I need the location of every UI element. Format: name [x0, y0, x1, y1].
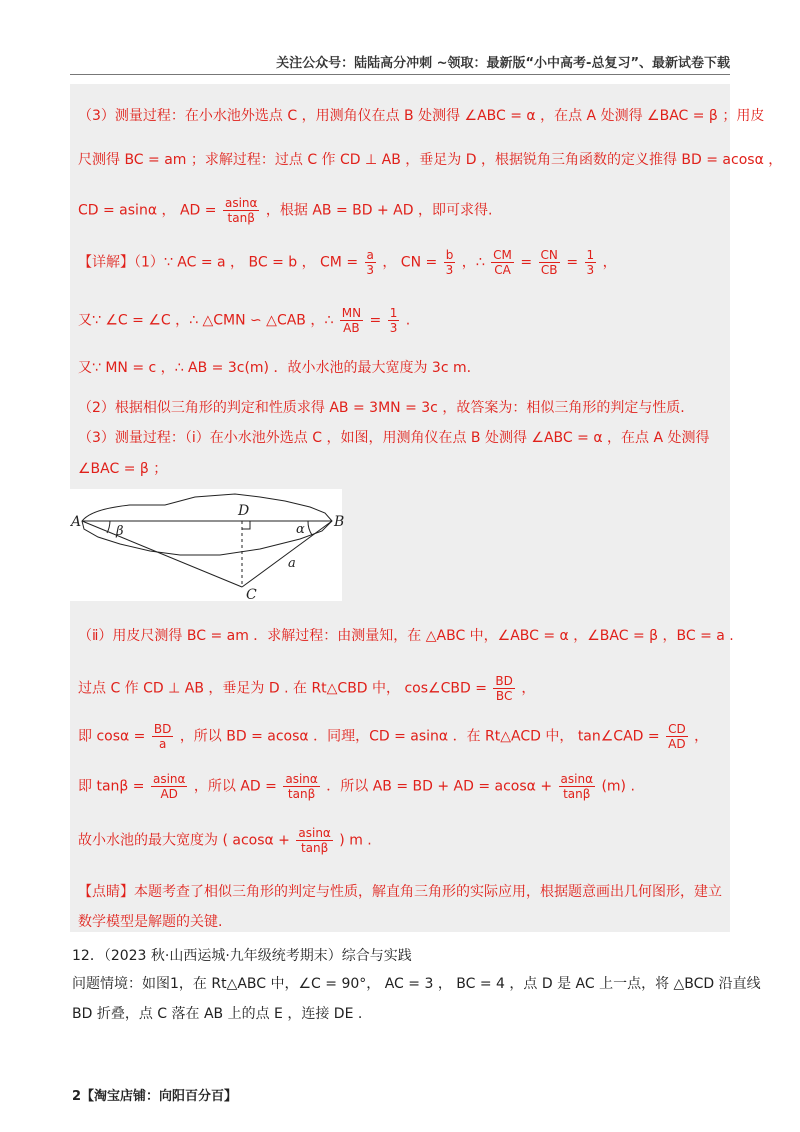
text-seg: =	[520, 254, 533, 271]
text-seg: ， CN =	[382, 254, 438, 271]
numerator: asinα	[224, 196, 258, 210]
numerator: CN	[540, 248, 558, 262]
denominator: CB	[540, 263, 558, 277]
numerator: asinα	[298, 826, 331, 840]
solution-line-10: （ⅱ）用皮尺测得 BC = am ．求解过程：由测量知，在 △ABC 中，∠ABC = α ，∠BAC = β ，BC = a .	[78, 628, 734, 644]
fraction	[539, 248, 560, 277]
numerator: BD	[153, 722, 172, 736]
text-seg: =	[369, 312, 382, 329]
text-seg: ，	[521, 680, 536, 697]
label-C: C	[246, 587, 257, 603]
denominator: tanβ	[227, 211, 255, 225]
solution-line-13	[78, 772, 635, 801]
problem-12-title: 12．（2023 秋·山西运城·九年级统考期末）综合与实践	[72, 948, 412, 964]
solution-line-5	[78, 306, 410, 335]
solution-line-1: （3）测量过程：在小水池外选点 C ，用测角仪在点 B 处测得 ∠ABC = α ，在点 A 处测得 ∠BAC = β ；用皮	[78, 108, 765, 124]
fraction	[365, 248, 376, 277]
angle-beta-arc	[107, 521, 110, 533]
denominator: tanβ	[287, 787, 316, 801]
numerator: CD	[668, 722, 686, 736]
right-angle-mark	[242, 521, 250, 529]
text-seg: ，∴	[461, 254, 485, 271]
solution-line-6: 又∵ MN = c ，∴ AB = 3c(m) ．故小水池的最大宽度为 3c m.	[78, 360, 472, 376]
solution-line-16: 数学模型是解题的关键.	[78, 914, 223, 930]
text-seg: .	[405, 312, 411, 329]
text-seg: 【详解】（1）∵ AC = a ， BC = b ， CM =	[78, 254, 359, 271]
denominator: tanβ	[300, 841, 329, 855]
text-seg: ，所以 BD = acosα ．同理，CD = asinα ．在 Rt△ACD 中， tan∠CAD =	[179, 728, 660, 745]
denominator: AD	[160, 787, 178, 801]
fraction	[559, 772, 595, 801]
text-seg: AD =	[179, 202, 217, 219]
numerator: 1	[389, 306, 398, 320]
header-divider	[70, 74, 730, 75]
solution-line-9: ∠BAC = β ；	[78, 461, 168, 477]
numerator: CM	[493, 248, 512, 262]
angle-alpha-arc	[308, 521, 312, 535]
fraction	[493, 674, 514, 703]
label-B: B	[334, 514, 345, 530]
solution-line-11	[78, 674, 535, 703]
fraction	[666, 722, 688, 751]
fraction	[296, 826, 332, 855]
solution-line-2: 尺测得 BC = am ；求解过程：过点 C 作 CD ⊥ AB ，垂足为 D ，根据锐角三角函数的定义推得 BD = acosα ，	[78, 152, 783, 168]
page-footer: 2【淘宝店铺：向阳百分百】	[72, 1089, 238, 1104]
numerator: b	[445, 248, 454, 262]
denominator: CA	[494, 263, 511, 277]
problem-12-line-3: BD 折叠，点 C 落在 AB 上的点 E ，连接 DE .	[72, 1006, 363, 1022]
label-a: a	[288, 556, 296, 571]
numerator: asinα	[152, 772, 186, 786]
fraction	[223, 196, 259, 225]
text-seg: ，	[694, 728, 709, 745]
text-seg: ，	[602, 254, 617, 271]
fraction	[283, 772, 319, 801]
text-seg: ) m .	[339, 832, 372, 849]
page-header: 关注公众号：陆陆高分冲刺 ~领取：最新版“小中高考-总复习”、最新试卷下载	[276, 56, 730, 71]
solution-line-3	[78, 196, 492, 225]
label-A: A	[71, 514, 82, 530]
numerator: MN	[341, 306, 362, 320]
text-seg: 故小水池的最大宽度为 ( acosα +	[78, 832, 290, 849]
numerator: 1	[586, 248, 595, 262]
solution-line-8: （3）测量过程：（ⅰ）在小水池外选点 C ，如图，用测角仪在点 B 处测得 ∠ABC = α ，在点 A 处测得	[78, 430, 710, 446]
solution-line-12	[78, 722, 708, 751]
denominator: 3	[389, 321, 398, 335]
text-seg: CD = asinα ，	[78, 202, 176, 219]
text-seg: ．所以 AB = BD + AD = acosα +	[326, 778, 553, 795]
segment-BC	[242, 521, 332, 587]
text-seg: 即 cosα =	[78, 728, 146, 745]
text-seg: ，所以 AD =	[193, 778, 277, 795]
solution-line-4	[78, 248, 617, 277]
numerator: BD	[495, 674, 513, 688]
numerator: asinα	[560, 772, 593, 786]
text-seg: (m) .	[601, 778, 635, 795]
pond-diagram	[70, 489, 345, 603]
segment-AC	[82, 521, 242, 587]
fraction	[152, 722, 173, 751]
denominator: 3	[586, 263, 595, 277]
numerator: a	[366, 248, 374, 262]
denominator: tanβ	[563, 787, 591, 801]
denominator: AD	[668, 737, 686, 751]
text-seg: 又∵ ∠C = ∠C ，∴ △CMN ∽ △CAB ，∴	[78, 312, 334, 329]
denominator: AB	[343, 321, 360, 335]
pond-figure	[70, 489, 345, 603]
numerator: asinα	[285, 772, 318, 786]
fraction	[491, 248, 514, 277]
text-seg: ，根据 AB = BD + AD ，即可求得.	[265, 202, 493, 219]
denominator: a	[158, 737, 167, 751]
text-seg: =	[566, 254, 579, 271]
fraction	[388, 306, 400, 335]
problem-12-line-2: 问题情境：如图1，在 Rt△ABC 中，∠C = 90°， AC = 3 ， BC = 4 ，点 D 是 AC 上一点，将 △BCD 沿直线	[72, 976, 761, 992]
fraction	[585, 248, 597, 277]
text-seg: 即 tanβ =	[78, 778, 145, 795]
label-alpha: α	[296, 522, 305, 537]
fraction	[444, 248, 456, 277]
denominator: BC	[495, 689, 513, 703]
solution-line-7: （2）根据相似三角形的判定和性质求得 AB = 3MN = 3c ，故答案为：相似三角形的判定与性质.	[78, 400, 685, 416]
fraction	[151, 772, 187, 801]
label-D: D	[238, 503, 250, 519]
denominator: 3	[366, 263, 375, 277]
fraction	[340, 306, 363, 335]
denominator: 3	[445, 263, 454, 277]
solution-line-14	[78, 826, 372, 855]
solution-line-15: 【点睛】本题考查了相似三角形的判定与性质，解直角三角形的实际应用，根据题意画出几何图形，建立	[78, 884, 722, 900]
text-seg: 过点 C 作 CD ⊥ AB ，垂足为 D . 在 Rt△CBD 中， cos∠CBD =	[78, 680, 487, 697]
label-beta: β	[116, 524, 124, 539]
